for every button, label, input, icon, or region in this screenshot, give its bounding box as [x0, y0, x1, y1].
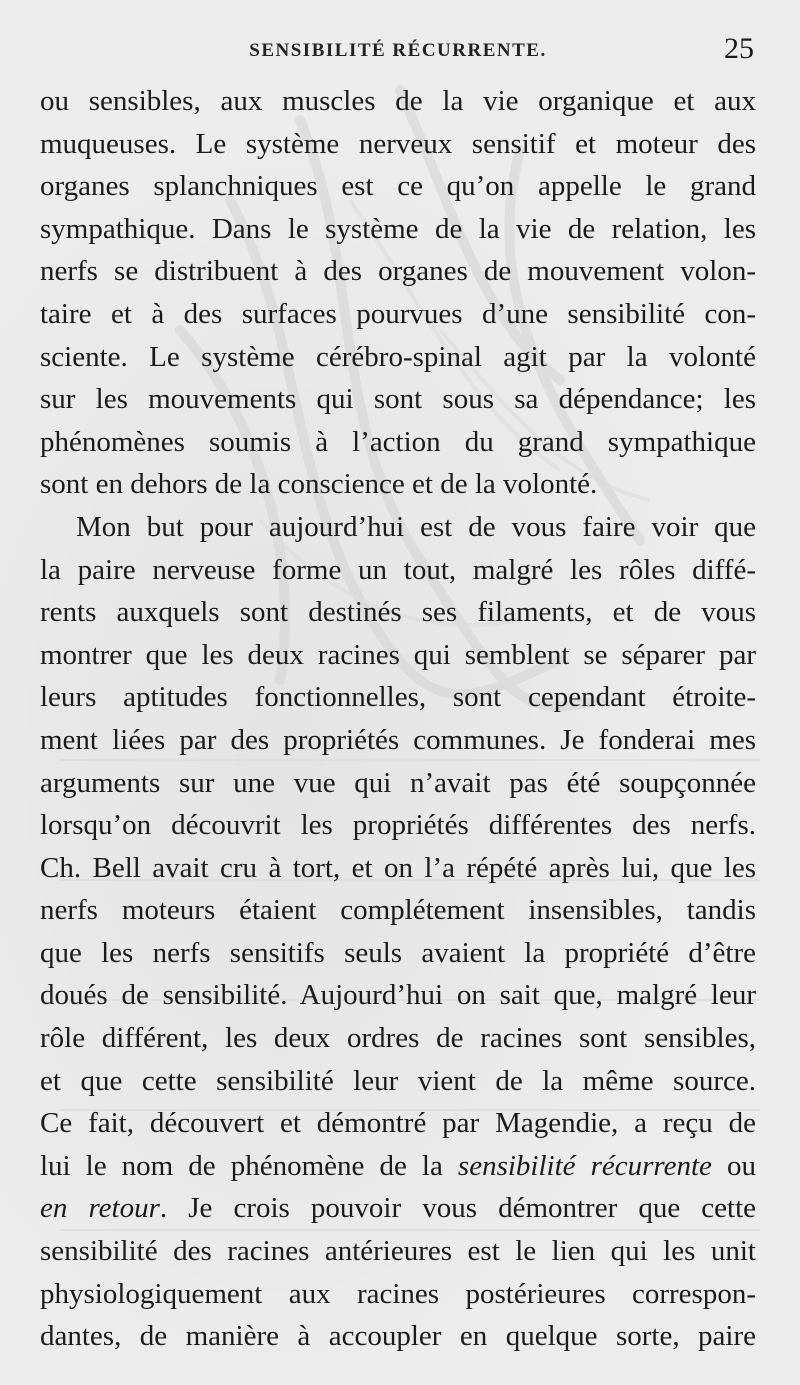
- text-line: leurs aptitudes fonctionnelles, sont cependant étroite-: [40, 681, 756, 714]
- italic-term: sensibilité récurrente: [457, 1149, 712, 1182]
- text-line: que les nerfs sensitifs seuls avaient la propriété d’être: [40, 936, 756, 969]
- text-line: arguments sur une vue qui n’avait pas été soupçonnée: [40, 766, 756, 799]
- italic-term: en retour: [40, 1192, 160, 1225]
- text-line-with-italic: [40, 1145, 756, 1188]
- line-text-before: lui le nom de phénomène de la: [40, 1149, 458, 1182]
- running-title: SENSIBILITÉ RÉCURRENTE.: [249, 40, 547, 61]
- text-line: physiologiquement aux racines postérieures correspon-: [40, 1277, 756, 1310]
- text-line: la paire nerveuse forme un tout, malgré les rôles diffé-: [40, 553, 756, 586]
- text-line: organes splanchniques est ce qu’on appelle le grand: [40, 170, 756, 203]
- text-line: nerfs se distribuent à des organes de mouvement volon-: [40, 255, 756, 288]
- text-line: doués de sensibilité. Aujourd’hui on sait que, malgré leur: [40, 979, 756, 1012]
- text-line: nerfs moteurs étaient complétement insensibles, tandis: [40, 894, 756, 927]
- text-line: sympathique. Dans le système de la vie de relation, les: [40, 212, 756, 245]
- paragraph-first-line: Mon but pour aujourd’hui est de vous faire voir que: [76, 510, 756, 543]
- line-text-after: ou: [711, 1149, 756, 1182]
- text-line: Ce fait, découvert et démontré par Magendie, a reçu de: [40, 1107, 756, 1140]
- text-line: ment liées par des propriétés communes. Je fonderai mes: [40, 723, 756, 756]
- text-line: lorsqu’on découvrit les propriétés différentes des nerfs.: [40, 809, 756, 842]
- text-line: taire et à des surfaces pourvues d’une sensibilité con-: [40, 297, 756, 330]
- text-line: montrer que les deux racines qui semblent se séparer par: [40, 638, 756, 671]
- page-number: 25: [724, 32, 754, 65]
- body-text: [40, 80, 756, 1358]
- text-line: ou sensibles, aux muscles de la vie organique et aux: [40, 85, 756, 117]
- text-line: et que cette sensibilité leur vient de la même source.: [40, 1064, 756, 1097]
- page-header: [40, 32, 756, 68]
- text-line: phénomènes soumis à l’action du grand sympathique: [40, 425, 756, 458]
- paragraph-end-line: sont en dehors de la conscience et de la volonté.: [40, 468, 598, 501]
- text-line: Ch. Bell avait cru à tort, et on l’a répété après lui, que les: [40, 851, 756, 884]
- text-line: rents auxquels sont destinés ses filaments, et de vous: [40, 596, 756, 629]
- text-line-with-italic: [40, 1187, 756, 1230]
- text-line: sensibilité des racines antérieures est le lien qui les unit: [40, 1235, 756, 1268]
- text-line: rôle différent, les deux ordres de racines sont sensibles,: [40, 1022, 756, 1055]
- line-text-after: . Je crois pouvoir vous démontrer que cette: [159, 1192, 756, 1225]
- text-line: sciente. Le système cérébro-spinal agit par la volonté: [40, 340, 756, 373]
- text-line: dantes, de manière à accoupler en quelque sorte, paire: [40, 1320, 756, 1353]
- text-line: sur les mouvements qui sont sous sa dépendance; les: [40, 383, 756, 416]
- text-line: muqueuses. Le système nerveux sensitif et moteur des: [40, 127, 756, 160]
